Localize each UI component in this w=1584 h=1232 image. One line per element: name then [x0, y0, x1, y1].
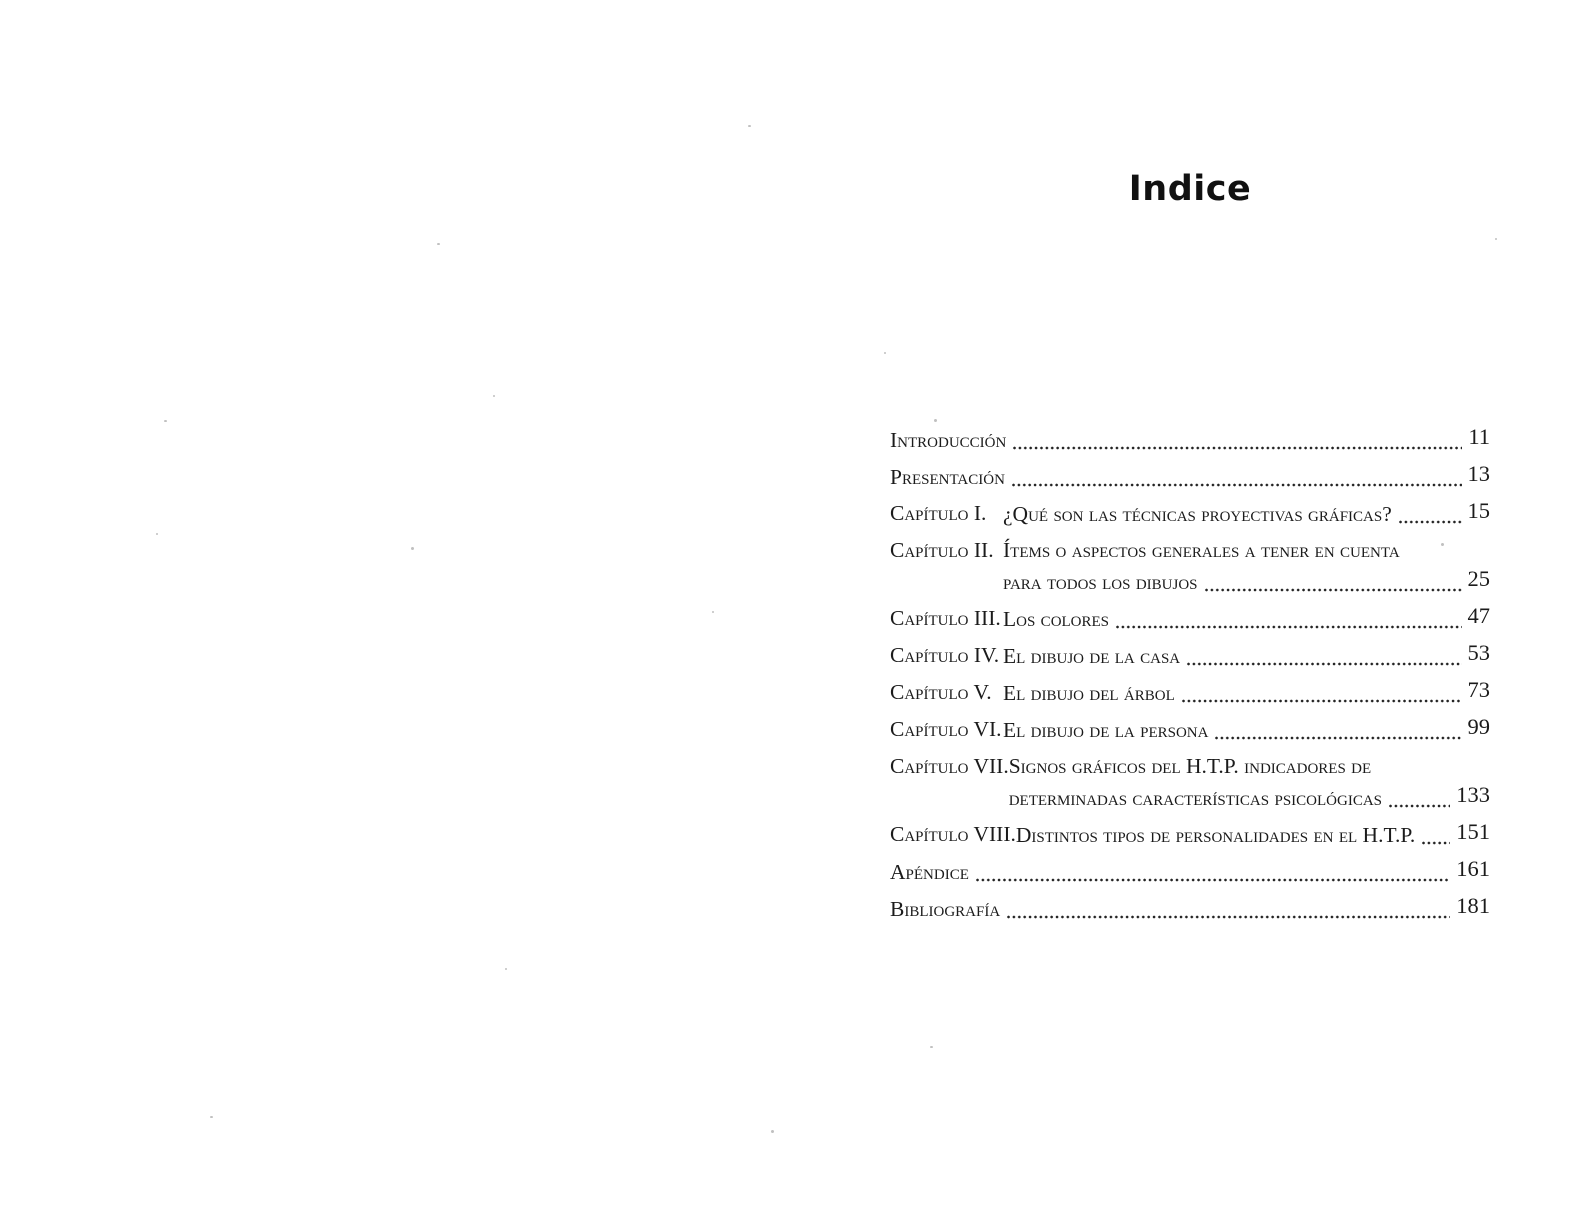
toc-entry [890, 714, 1490, 746]
scan-speck [164, 420, 167, 422]
scan-speck [437, 243, 440, 245]
toc-entry [890, 535, 1490, 598]
scan-speck [930, 1046, 933, 1048]
toc-entry-label: Capítulo IV. [890, 643, 1000, 667]
scan-speck [934, 419, 937, 422]
toc-page-number: 47 [1467, 603, 1490, 628]
dot-leader [1115, 614, 1461, 635]
page-title: Indice [1128, 169, 1252, 210]
toc-entry-label: Capítulo VII. [890, 754, 1009, 778]
toc-entry [890, 640, 1490, 672]
toc-entry-title: El dibujo del árbol [1003, 681, 1175, 705]
toc-entry-title: Signos gráficos del H.T.P. indicadores de [1008, 754, 1372, 778]
toc-entry-label: Capítulo VI. [890, 717, 1002, 741]
toc-entry-title: Distintos tipos de personalidades en el H.T.P. [1015, 823, 1416, 847]
toc-entry-title: Apéndice [890, 860, 969, 884]
toc-entry-title: Ítems o aspectos generales a tener en cuenta [1003, 538, 1400, 562]
toc-entry [890, 856, 1490, 888]
scan-speck [156, 533, 158, 535]
toc-entry-title: El dibujo de la casa [1003, 644, 1181, 668]
toc-page-number: 133 [1456, 782, 1490, 807]
dot-leader [1181, 688, 1462, 709]
toc-entry-label: Capítulo I. [890, 501, 987, 525]
dot-leader [1012, 435, 1462, 456]
toc-entry [890, 461, 1490, 493]
toc-entry-title-continued: para todos los dibujos [1003, 570, 1198, 594]
toc-page-number: 11 [1468, 424, 1490, 449]
toc-entry-title: ¿Qué son las técnicas proyectivas gráficas? [1003, 502, 1392, 526]
scan-speck [1495, 238, 1497, 240]
toc-page-number: 99 [1467, 714, 1490, 739]
toc-page-number: 181 [1456, 893, 1490, 918]
toc-entry-title: Presentación [890, 465, 1005, 489]
toc-page-number: 161 [1456, 856, 1490, 881]
toc-page-number: 53 [1467, 640, 1490, 665]
scan-speck [884, 352, 886, 354]
toc-page-number: 151 [1456, 819, 1490, 844]
toc-page-number: 15 [1467, 498, 1490, 523]
toc-page-number: 73 [1467, 677, 1490, 702]
scan-speck [505, 968, 507, 970]
toc-entry-label: Capítulo III. [890, 606, 1001, 630]
dot-leader [1388, 793, 1450, 814]
table-of-contents [890, 424, 1490, 930]
dot-leader [1186, 651, 1461, 672]
dot-leader [1398, 509, 1462, 530]
toc-entry-title: Los colores [1003, 607, 1110, 631]
dot-leader [975, 867, 1450, 888]
toc-entry-label: Capítulo V. [890, 680, 992, 704]
scan-speck [712, 611, 714, 613]
dot-leader [1204, 577, 1462, 598]
toc-page-number: 13 [1467, 461, 1490, 486]
dot-leader [1006, 904, 1450, 925]
dot-leader [1011, 472, 1462, 493]
toc-entry-label: Capítulo II. [890, 538, 994, 562]
toc-entry-title: Bibliografía [890, 897, 1001, 921]
toc-entry-label: Capítulo VIII. [890, 822, 1016, 846]
toc-entry-title: El dibujo de la persona [1003, 718, 1209, 742]
scan-speck [411, 547, 414, 550]
toc-entry-title: Introducción [890, 428, 1007, 452]
scan-speck [748, 125, 751, 127]
scan-speck [210, 1116, 213, 1118]
toc-entry [890, 751, 1490, 814]
toc-page-number: 25 [1467, 566, 1490, 591]
scan-speck [1441, 543, 1444, 546]
toc-entry [890, 603, 1490, 635]
toc-entry [890, 819, 1490, 851]
dot-leader [1214, 725, 1461, 746]
toc-entry-title-continued: determinadas características psicológicas [1008, 786, 1383, 810]
toc-entry [890, 893, 1490, 925]
toc-entry [890, 498, 1490, 530]
scan-speck [493, 395, 495, 397]
dot-leader [1421, 830, 1450, 851]
toc-entry [890, 677, 1490, 709]
toc-entry [890, 424, 1490, 456]
scan-speck [771, 1130, 774, 1133]
